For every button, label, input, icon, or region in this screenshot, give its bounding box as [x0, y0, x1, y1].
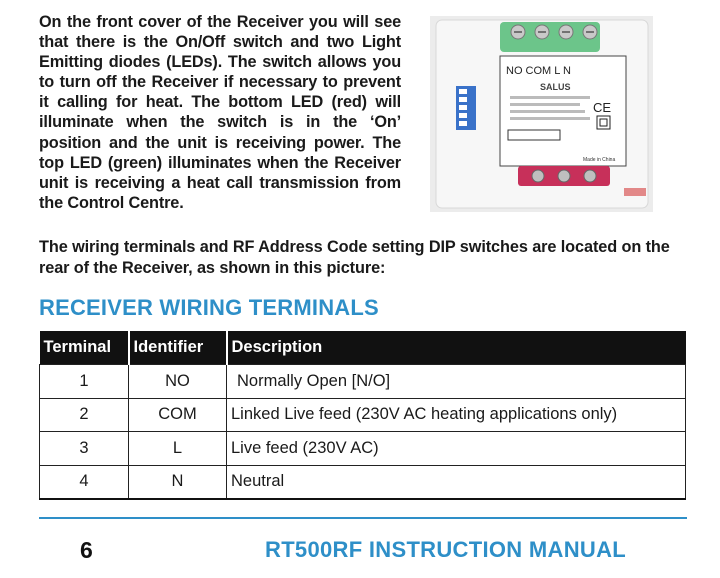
wiring-terminals-table: [39, 331, 686, 500]
table-row: [40, 432, 686, 466]
page-number: 6: [80, 537, 93, 563]
section-title: RECEIVER WIRING TERMINALS: [39, 295, 379, 320]
header-identifier: Identifier: [129, 331, 227, 365]
header-description: Description: [227, 331, 686, 365]
terminal-screws: [500, 22, 600, 52]
made-in-label: Made in China: [583, 157, 616, 163]
intro-paragraph: On the front cover of the Receiver you will see that there is the On/Off switch and two Light Emitting diodes (LEDs). The switch allows you to turn off the Receiver if necessary to prevent it calling for heat. The bottom LED (red) will illuminate when the switch is in the ‘On’ position and the unit is receiving power. The top LED (green) illuminates when the Receiver unit is receiving a heat call transmission from the Control Centre.: [39, 13, 401, 212]
cell-description: Linked Live feed (230V AC heating applications only): [227, 398, 686, 432]
table-row: [40, 465, 686, 499]
cell-description: Neutral: [227, 465, 686, 499]
cell-terminal: 4: [40, 465, 129, 499]
cell-identifier: NO: [129, 365, 227, 399]
manual-title: RT500RF INSTRUCTION MANUAL: [265, 537, 627, 562]
header-terminal: Terminal: [40, 331, 129, 365]
table-row: [40, 365, 686, 399]
cell-identifier: COM: [129, 398, 227, 432]
table-row: [40, 398, 686, 432]
dip-switches: [456, 86, 476, 130]
cell-description: Live feed (230V AC): [227, 432, 686, 466]
cell-description: Normally Open [N/O]: [227, 365, 686, 399]
terminal-strip: [518, 166, 610, 186]
receiver-rear-photo: [430, 16, 653, 212]
wiring-paragraph: The wiring terminals and RF Address Code setting DIP switches are located on the rear of the Receiver, as shown in this picture:: [39, 238, 670, 277]
cell-identifier: N: [129, 465, 227, 499]
cell-terminal: 3: [40, 432, 129, 466]
cell-identifier: L: [129, 432, 227, 466]
cell-terminal: 2: [40, 398, 129, 432]
ce-mark: CE: [593, 100, 612, 115]
terminal-labels: NO COM L N: [506, 65, 571, 77]
brand-logo: SALUS: [540, 82, 571, 92]
footer-divider: [39, 517, 687, 519]
table-header-row: [40, 331, 686, 365]
cell-terminal: 1: [40, 365, 129, 399]
